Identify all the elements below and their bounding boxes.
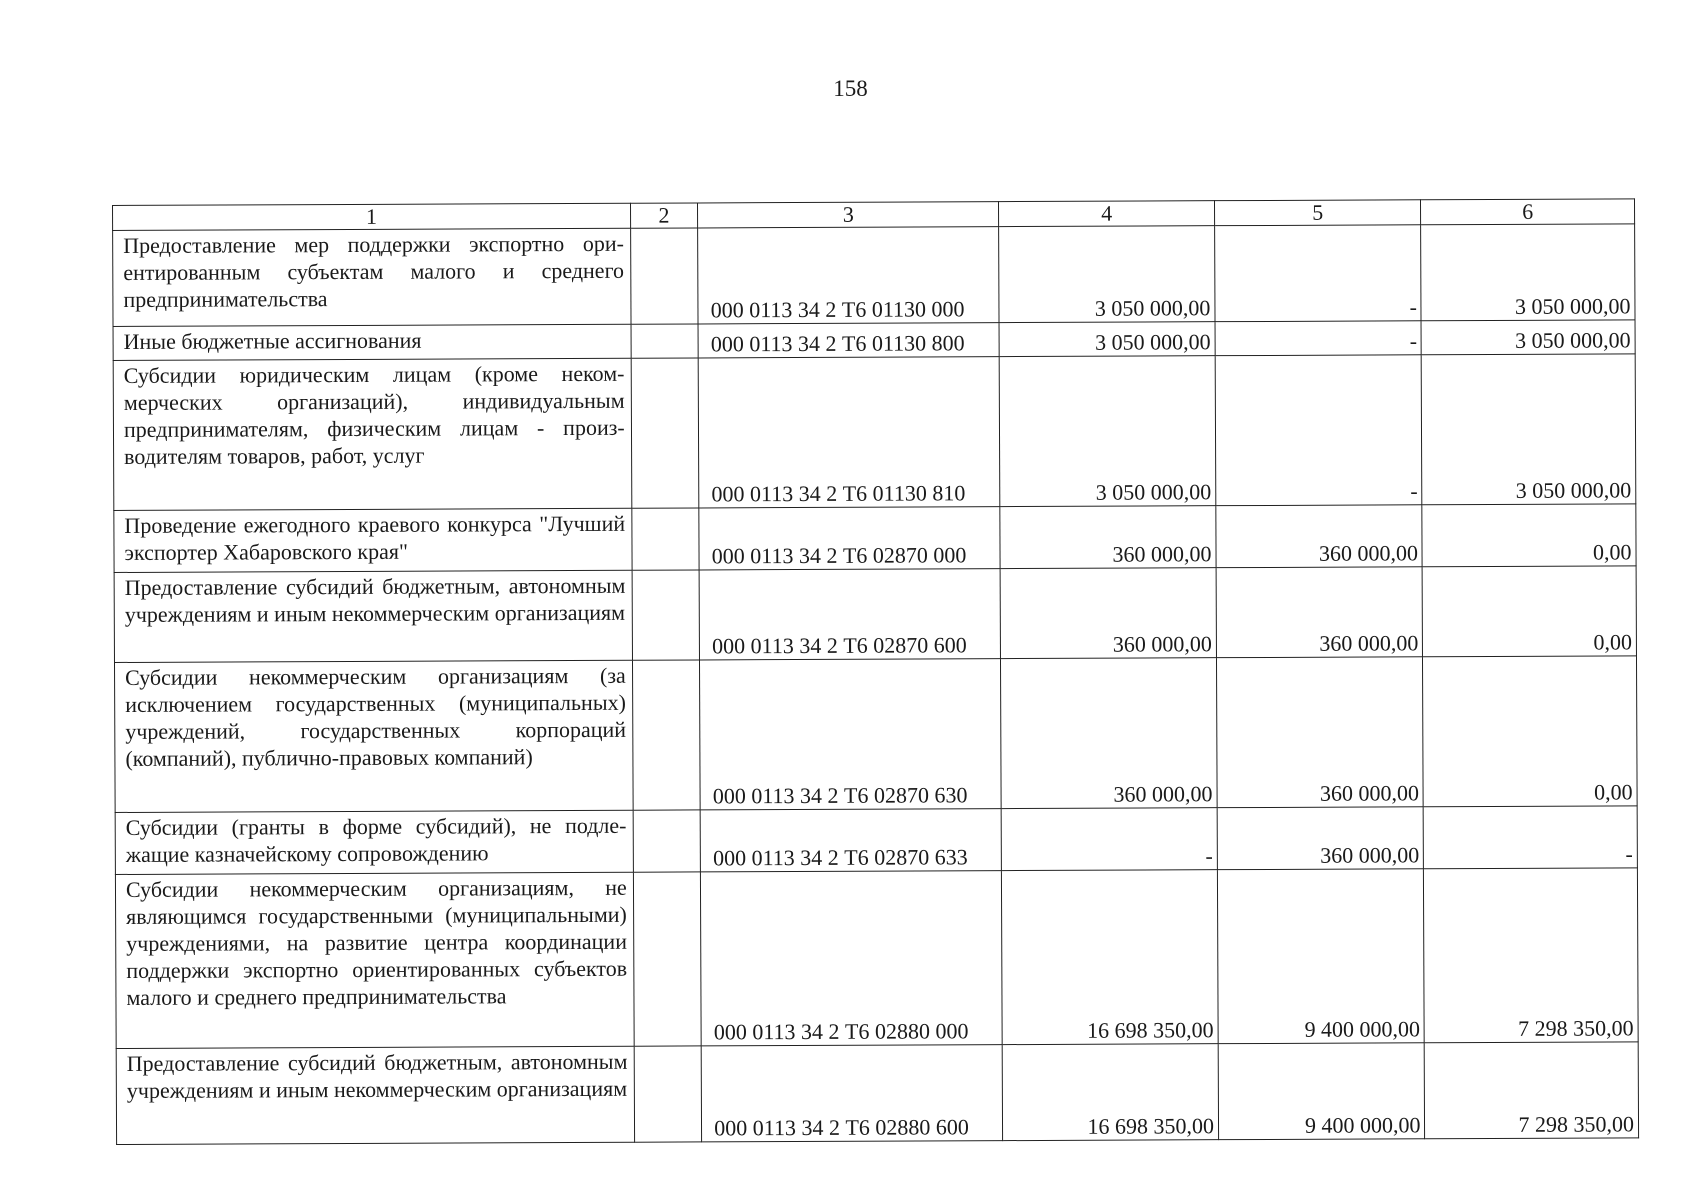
- row-col4: 3 050 000,00: [999, 226, 1215, 323]
- row-col6: 7 298 350,00: [1425, 1042, 1639, 1139]
- header-col-6: 6: [1421, 199, 1635, 225]
- row-col5: 360 000,00: [1217, 807, 1424, 870]
- row-col4: 3 050 000,00: [1000, 356, 1216, 507]
- row-col5: 360 000,00: [1216, 567, 1423, 658]
- row-col2: [632, 508, 700, 570]
- row-col6: 3 050 000,00: [1422, 354, 1636, 505]
- row-name: Предоставление субсидий бюджетным, автономным учреждениям и иным некоммерческим организациям: [114, 570, 632, 662]
- table-row: [114, 504, 1636, 573]
- table-row: [116, 1042, 1638, 1145]
- row-name: Иные бюджетные ассигнования: [113, 324, 631, 360]
- row-code: 000 0113 34 2 Т6 02870 633: [700, 809, 1001, 872]
- table-row: [114, 566, 1636, 663]
- row-col4: -: [1002, 808, 1218, 871]
- row-name: Субсидии юридическим лицам (кроме некоммерческих организаций), индивидуальным предпринимателям, физическим лицам - производителям товаров, работ, услуг: [113, 358, 631, 510]
- row-code: 000 0113 34 2 Т6 01130 000: [698, 227, 1000, 324]
- row-code: 000 0113 34 2 Т6 02870 600: [699, 569, 1001, 660]
- row-name: Проведение ежегодного краевого конкурса "Лучший экспортер Хабаровского края": [114, 508, 632, 572]
- row-name: Предоставление субсидий бюджетным, автономным учреждениям и иным некоммерческим организациям: [116, 1046, 634, 1144]
- table-row: [115, 806, 1637, 875]
- header-col-5: 5: [1214, 200, 1421, 226]
- row-name: Предоставление мер поддержки экспортно ориентированным субъектам малого и среднего предпринимательства: [113, 228, 631, 326]
- header-col-4: 4: [999, 201, 1215, 227]
- row-code: 000 0113 34 2 Т6 02880 000: [701, 871, 1003, 1046]
- header-col-3: 3: [698, 202, 999, 228]
- row-col4: 360 000,00: [1000, 568, 1216, 659]
- row-code: 000 0113 34 2 Т6 02870 000: [699, 507, 1000, 570]
- row-col5: 360 000,00: [1216, 505, 1423, 568]
- header-col-2: 2: [630, 203, 698, 228]
- budget-table: [112, 198, 1639, 1145]
- row-col2: [634, 1046, 702, 1142]
- row-col6: 3 050 000,00: [1421, 320, 1635, 355]
- table-row: [115, 868, 1638, 1049]
- row-col5: 9 400 000,00: [1217, 869, 1424, 1044]
- row-col2: [632, 570, 700, 660]
- row-col2: [631, 358, 699, 508]
- row-col6: 3 050 000,00: [1421, 224, 1635, 321]
- table-body: [113, 224, 1639, 1145]
- row-code: 000 0113 34 2 Т6 01130 800: [698, 323, 999, 358]
- row-col4: 360 000,00: [1001, 658, 1217, 809]
- row-col4: 360 000,00: [1000, 506, 1216, 569]
- row-col5: -: [1215, 355, 1422, 506]
- row-col2: [632, 660, 700, 810]
- row-col4: 16 698 350,00: [1003, 1044, 1219, 1141]
- row-code: 000 0113 34 2 Т6 02880 600: [701, 1045, 1003, 1142]
- row-code: 000 0113 34 2 Т6 01130 810: [698, 357, 1000, 508]
- row-col6: -: [1424, 806, 1638, 869]
- row-col5: 9 400 000,00: [1218, 1043, 1425, 1140]
- header-col-1: 1: [113, 203, 631, 230]
- row-col4: 3 050 000,00: [999, 322, 1215, 357]
- row-col6: 0,00: [1423, 656, 1637, 807]
- row-col5: -: [1215, 225, 1422, 322]
- row-col2: [633, 810, 701, 872]
- row-col5: 360 000,00: [1216, 657, 1423, 808]
- page-number: 158: [833, 76, 868, 101]
- row-col2: [633, 872, 701, 1046]
- row-col4: 16 698 350,00: [1002, 870, 1218, 1045]
- row-col6: 0,00: [1423, 566, 1637, 657]
- row-col2: [631, 324, 699, 358]
- row-col6: 0,00: [1422, 504, 1636, 567]
- row-name: Субсидии некоммерческим организациям, не являющимся государственными (муниципальными) учреждениями, на развитие центра координации поддержки экспортно ориентированных субъектов малого и среднего предпринимательства: [115, 872, 633, 1048]
- row-code: 000 0113 34 2 Т6 02870 630: [700, 659, 1002, 810]
- table-row: [113, 224, 1635, 327]
- row-name: Субсидии (гранты в форме субсидий), не подлежащие казначейскому сопровождению: [115, 810, 633, 874]
- row-name: Субсидии некоммерческим организациям (за исключением государственных (муниципальных) учреждений, государственных корпораций (компаний), публично-правовых компаний): [114, 660, 632, 812]
- row-col5: -: [1215, 321, 1422, 356]
- row-col6: 7 298 350,00: [1424, 868, 1638, 1043]
- row-col2: [630, 228, 698, 324]
- table-row: [113, 354, 1636, 511]
- table-row: [114, 656, 1637, 813]
